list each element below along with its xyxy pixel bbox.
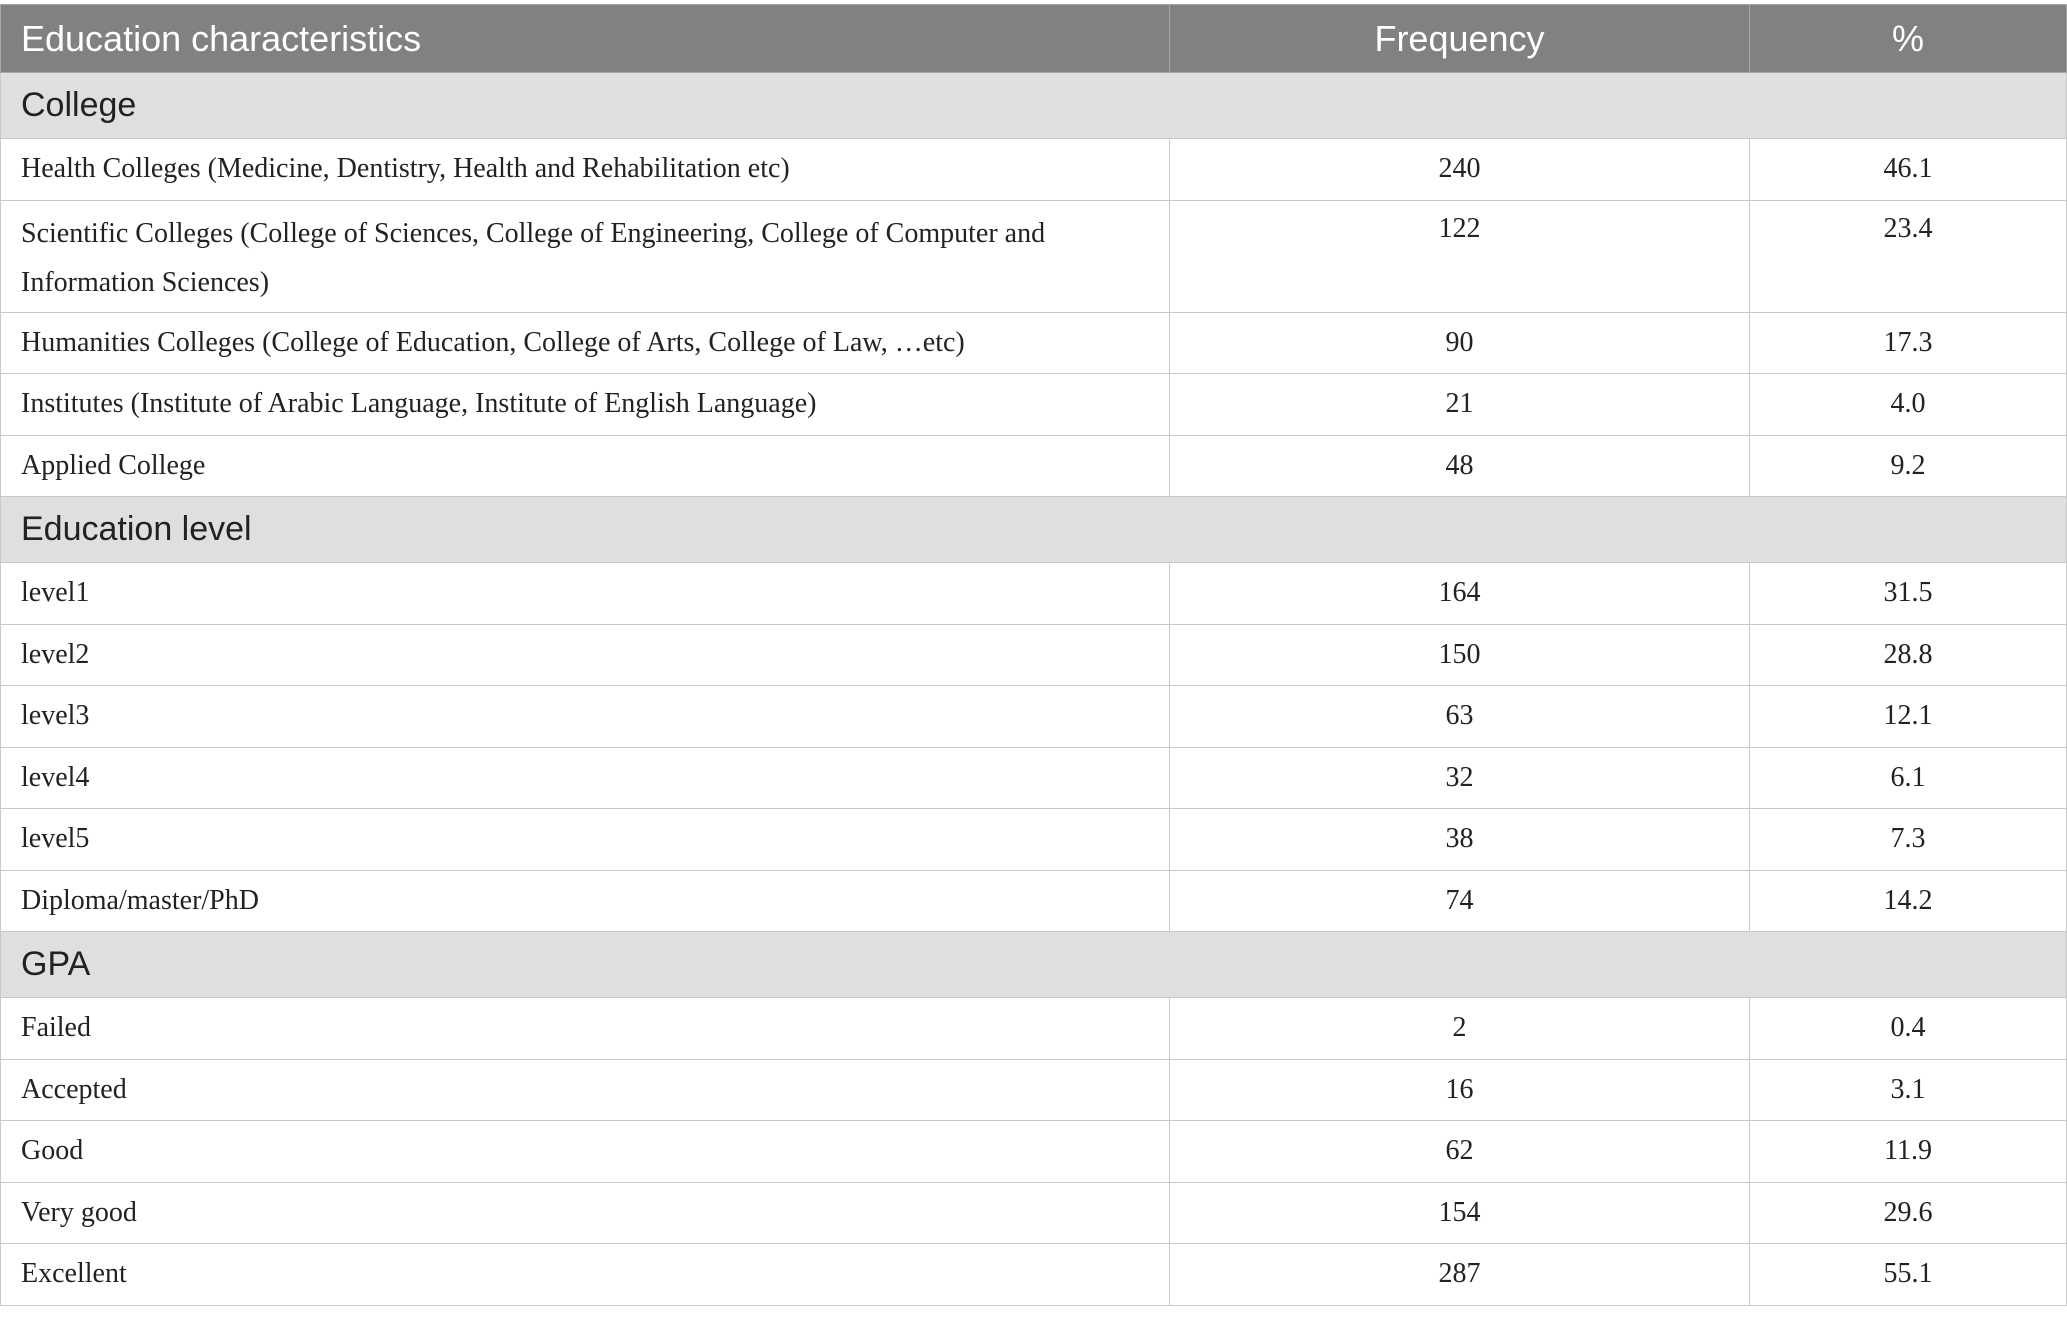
table-row xyxy=(1,1059,2067,1121)
row-label: Very good xyxy=(1,1182,1170,1244)
row-label: Accepted xyxy=(1,1059,1170,1121)
row-percent: 9.2 xyxy=(1750,435,2067,497)
row-label: Good xyxy=(1,1121,1170,1183)
section-title: GPA xyxy=(1,932,2067,998)
row-label: Excellent xyxy=(1,1244,1170,1306)
header-percent: % xyxy=(1750,5,2067,73)
table-row xyxy=(1,563,2067,625)
row-percent: 3.1 xyxy=(1750,1059,2067,1121)
table-row xyxy=(1,870,2067,932)
row-frequency: 240 xyxy=(1170,139,1750,201)
row-frequency: 90 xyxy=(1170,312,1750,374)
section-row-education-level xyxy=(1,497,2067,563)
row-frequency: 164 xyxy=(1170,563,1750,625)
row-label: Failed xyxy=(1,998,1170,1060)
header-education-characteristics: Education characteristics xyxy=(1,5,1170,73)
table-row xyxy=(1,1121,2067,1183)
table-row xyxy=(1,1244,2067,1306)
row-frequency: 287 xyxy=(1170,1244,1750,1306)
table-header xyxy=(1,5,2067,73)
row-label: Diploma/master/PhD xyxy=(1,870,1170,932)
table-row xyxy=(1,374,2067,436)
row-frequency: 154 xyxy=(1170,1182,1750,1244)
row-frequency: 63 xyxy=(1170,686,1750,748)
row-frequency: 62 xyxy=(1170,1121,1750,1183)
row-label: Applied College xyxy=(1,435,1170,497)
row-label: Scientific Colleges (College of Sciences, College of Engineering, College of Computer and Information Sciences) xyxy=(1,200,1170,312)
table-row xyxy=(1,312,2067,374)
section-title: Education level xyxy=(1,497,2067,563)
row-label: Health Colleges (Medicine, Dentistry, Health and Rehabilitation etc) xyxy=(1,139,1170,201)
row-percent: 31.5 xyxy=(1750,563,2067,625)
row-percent: 23.4 xyxy=(1750,200,2067,312)
education-table-container xyxy=(0,4,2067,1306)
row-frequency: 74 xyxy=(1170,870,1750,932)
row-label: level3 xyxy=(1,686,1170,748)
section-row-college xyxy=(1,73,2067,139)
row-frequency: 21 xyxy=(1170,374,1750,436)
row-label: Institutes (Institute of Arabic Language, Institute of English Language) xyxy=(1,374,1170,436)
row-percent: 12.1 xyxy=(1750,686,2067,748)
row-frequency: 48 xyxy=(1170,435,1750,497)
table-row xyxy=(1,200,2067,312)
table-row xyxy=(1,998,2067,1060)
table-row xyxy=(1,624,2067,686)
section-title: College xyxy=(1,73,2067,139)
row-label: level1 xyxy=(1,563,1170,625)
table-row xyxy=(1,809,2067,871)
table-row xyxy=(1,435,2067,497)
row-label: level2 xyxy=(1,624,1170,686)
section-row-gpa xyxy=(1,932,2067,998)
row-percent: 28.8 xyxy=(1750,624,2067,686)
row-percent: 17.3 xyxy=(1750,312,2067,374)
header-frequency: Frequency xyxy=(1170,5,1750,73)
row-label: Humanities Colleges (College of Education, College of Arts, College of Law, …etc) xyxy=(1,312,1170,374)
education-characteristics-table xyxy=(0,4,2067,1306)
row-frequency: 122 xyxy=(1170,200,1750,312)
row-percent: 7.3 xyxy=(1750,809,2067,871)
row-label: level5 xyxy=(1,809,1170,871)
row-frequency: 38 xyxy=(1170,809,1750,871)
header-row xyxy=(1,5,2067,73)
table-row xyxy=(1,1182,2067,1244)
row-percent: 46.1 xyxy=(1750,139,2067,201)
row-percent: 4.0 xyxy=(1750,374,2067,436)
row-frequency: 32 xyxy=(1170,747,1750,809)
table-body xyxy=(1,73,2067,1306)
row-percent: 29.6 xyxy=(1750,1182,2067,1244)
row-percent: 11.9 xyxy=(1750,1121,2067,1183)
row-percent: 0.4 xyxy=(1750,998,2067,1060)
table-row xyxy=(1,139,2067,201)
row-percent: 6.1 xyxy=(1750,747,2067,809)
row-frequency: 2 xyxy=(1170,998,1750,1060)
row-frequency: 16 xyxy=(1170,1059,1750,1121)
table-row xyxy=(1,686,2067,748)
row-percent: 14.2 xyxy=(1750,870,2067,932)
table-row xyxy=(1,747,2067,809)
row-frequency: 150 xyxy=(1170,624,1750,686)
row-label: level4 xyxy=(1,747,1170,809)
row-percent: 55.1 xyxy=(1750,1244,2067,1306)
